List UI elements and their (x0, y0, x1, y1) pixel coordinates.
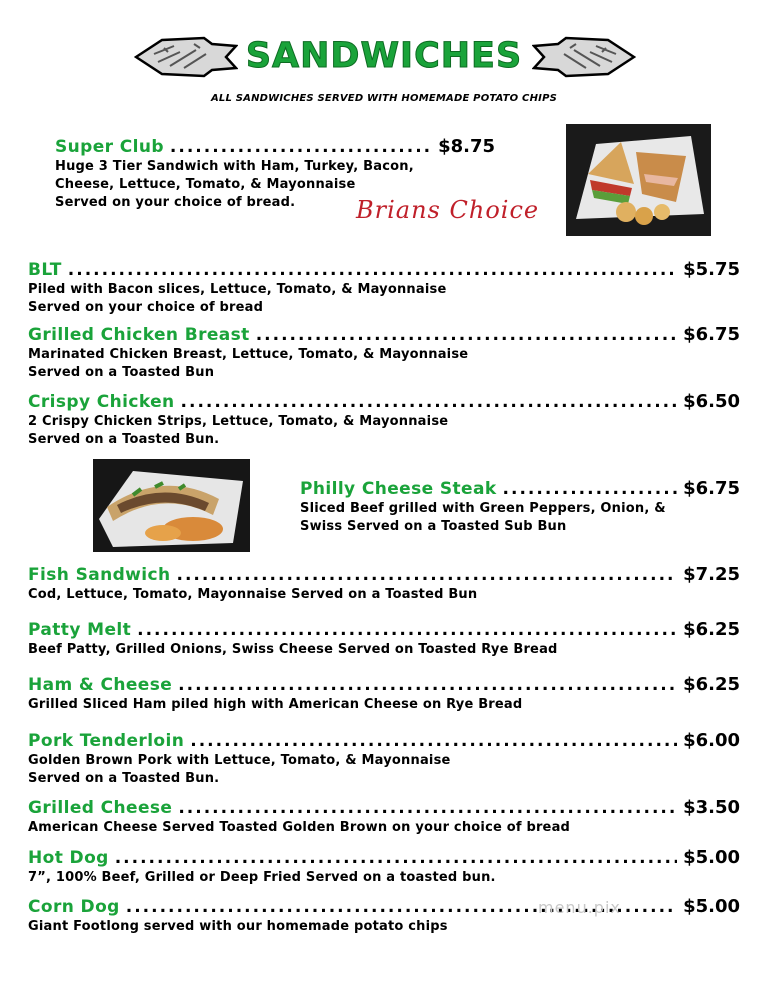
menu-item-ham-cheese (28, 674, 740, 714)
item-price: $5.75 (683, 259, 740, 280)
page-title: SANDWICHES (245, 36, 523, 76)
signature: Brians Choice (356, 196, 540, 224)
item-name: Patty Melt (28, 620, 132, 640)
item-desc: Marinated Chicken Breast, Lettuce, Tomato, & Mayonnaise (28, 347, 469, 362)
item-desc: Served on a Toasted Bun (28, 365, 215, 380)
menu-item-blt (28, 259, 740, 317)
item-price: $6.00 (683, 730, 740, 751)
menu-item-fish-sandwich (28, 564, 740, 604)
item-desc: Served on a Toasted Bun. (28, 432, 220, 447)
arrowhead-right-icon (532, 34, 636, 80)
item-name: Super Club (55, 137, 164, 157)
item-name: BLT (28, 260, 62, 280)
item-name: Grilled Chicken Breast (28, 325, 250, 345)
item-price: $3.50 (683, 797, 740, 818)
item-name: Ham & Cheese (28, 675, 173, 695)
item-price: $8.75 (438, 136, 495, 157)
super-club-photo (566, 124, 711, 236)
item-name: Crispy Chicken (28, 392, 175, 412)
item-name: Philly Cheese Steak (300, 479, 497, 499)
item-name: Pork Tenderloin (28, 731, 185, 751)
item-name: Grilled Cheese (28, 798, 173, 818)
item-price: $6.75 (683, 324, 740, 345)
menu-item-pork-tenderloin (28, 730, 740, 788)
item-price: $6.50 (683, 391, 740, 412)
dot-leader (256, 325, 677, 346)
item-desc: Huge 3 Tier Sandwich with Ham, Turkey, Bacon, (55, 159, 414, 174)
item-desc: American Cheese Served Toasted Golden Brown on your choice of bread (28, 820, 571, 835)
item-desc: Giant Footlong served with our homemade potato chips (28, 919, 448, 934)
menu-item-crispy-chicken (28, 391, 740, 449)
item-name: Fish Sandwich (28, 565, 171, 585)
item-name: Hot Dog (28, 848, 109, 868)
dot-leader (178, 675, 677, 696)
item-price: $6.25 (683, 619, 740, 640)
item-desc: Piled with Bacon slices, Lettuce, Tomato, & Mayonnaise (28, 282, 447, 297)
item-desc: Cod, Lettuce, Tomato, Mayonnaise Served on a Toasted Bun (28, 587, 478, 602)
dot-leader (178, 798, 677, 819)
menu-item-corn-dog (28, 896, 740, 936)
item-name: Corn Dog (28, 897, 120, 917)
item-desc: Served on your choice of bread (28, 300, 264, 315)
philly-cheese-steak-photo (93, 459, 250, 552)
item-price: $7.25 (683, 564, 740, 585)
dot-leader (190, 731, 677, 752)
item-price: $5.00 (683, 896, 740, 917)
item-desc: Served on a Toasted Bun. (28, 771, 220, 786)
dot-leader (68, 260, 677, 281)
item-desc: Sliced Beef grilled with Green Peppers, Onion, & (300, 501, 666, 516)
watermark: menu.pix (538, 898, 621, 917)
item-price: $6.25 (683, 674, 740, 695)
dot-leader (181, 392, 678, 413)
dot-leader (170, 137, 432, 158)
item-desc: 7”, 100% Beef, Grilled or Deep Fried Served on a toasted bun. (28, 870, 496, 885)
menu-item-grilled-chicken-breast (28, 324, 740, 382)
item-desc: Grilled Sliced Ham piled high with American Cheese on Rye Bread (28, 697, 523, 712)
item-desc: Cheese, Lettuce, Tomato, & Mayonnaise (55, 177, 356, 192)
item-desc: Served on your choice of bread. (55, 195, 296, 210)
subtitle: ALL SANDWICHES SERVED WITH HOMEMADE POTATO CHIPS (210, 93, 558, 104)
menu-item-philly-cheese-steak (300, 478, 740, 536)
item-desc: Beef Patty, Grilled Onions, Swiss Cheese Served on Toasted Rye Bread (28, 642, 558, 657)
dot-leader (176, 565, 677, 586)
item-desc: Golden Brown Pork with Lettuce, Tomato, & Mayonnaise (28, 753, 451, 768)
item-price: $6.75 (683, 478, 740, 499)
menu-item-grilled-cheese (28, 797, 740, 837)
dot-leader (503, 479, 678, 500)
item-price: $5.00 (683, 847, 740, 868)
menu-item-hot-dog (28, 847, 740, 887)
dot-leader (137, 620, 677, 641)
item-desc: Swiss Served on a Toasted Sub Bun (300, 519, 567, 534)
dot-leader (115, 848, 677, 869)
item-desc: 2 Crispy Chicken Strips, Lettuce, Tomato, & Mayonnaise (28, 414, 449, 429)
menu-item-patty-melt (28, 619, 740, 659)
